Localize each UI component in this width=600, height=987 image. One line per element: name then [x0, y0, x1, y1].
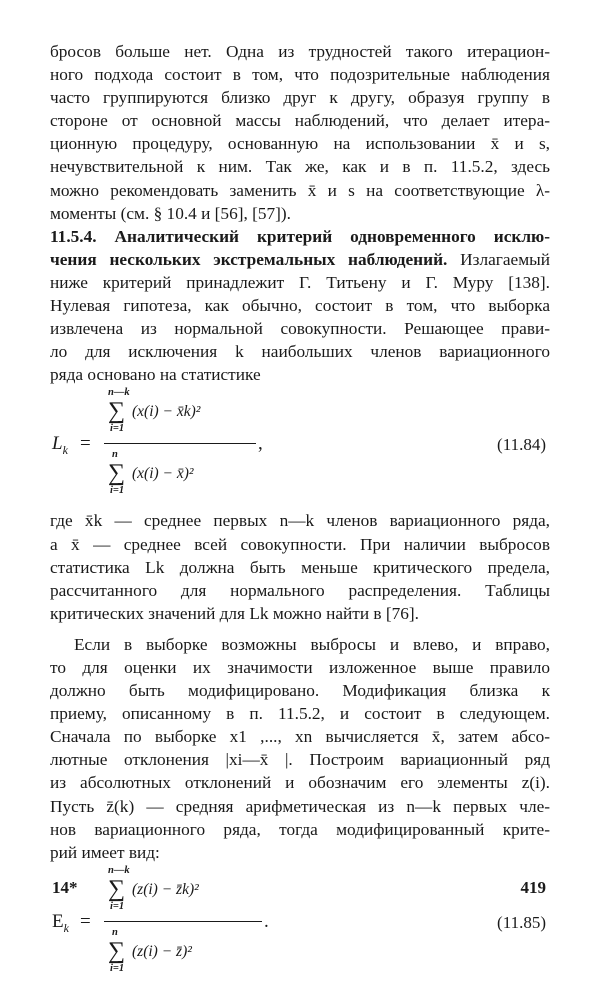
text-line: Сначала по выборке x1 ,..., xn вычисляется x̄, затем абсо- — [50, 727, 550, 747]
text-line: лютные отклонения |xi—x̄ |. Построим вариационный ряд — [50, 750, 550, 770]
sum-lower-limit: i=1 — [110, 900, 125, 912]
paragraph-definitions — [50, 509, 550, 624]
paragraph-modification — [50, 633, 550, 864]
sum-lower-limit: i=1 — [110, 962, 125, 974]
sum-upper-limit: n — [112, 449, 118, 461]
text-line: бросов больше нет. Одна из трудностей такого итерацион- — [50, 42, 550, 61]
denominator-term: (z(i) − z̄)² — [132, 942, 192, 960]
sum-lower-limit: i=1 — [110, 485, 125, 497]
equation-number: (11.84) — [497, 435, 546, 455]
text-line: где x̄k — среднее первых n—k членов вариационного ряда, — [50, 511, 550, 531]
text-line: нечувствительной к ним. Так же, как и в п. 11.5.2, здесь — [50, 157, 550, 177]
text-line: Пусть z̄(k) — средняя арифметическая из n—k первых чле- — [50, 796, 550, 816]
formula-lhs: $E_k$ — [52, 910, 69, 935]
page-number: 419 — [520, 878, 546, 897]
text-line: ряда основано на статистике — [50, 365, 261, 385]
text-line: моменты (см. § 10.4 и [56], [57]). — [50, 203, 291, 223]
section-heading: 11.5.4. Аналитический критерий одновременного исклю- — [50, 226, 550, 246]
text-line: ционную процедуру, основанную на использовании x̄ и s, — [50, 134, 550, 154]
text-line: ного подхода состоит в том, что подозрительные наблюдения — [50, 65, 550, 85]
text-line: приему, описанному в п. 11.5.2, и состоит в следующем. — [50, 704, 550, 724]
formula-trail: . — [264, 910, 269, 932]
text-line: из абсолютных отклонений и обозначим его элементы z(i). — [50, 773, 550, 793]
text-line — [50, 248, 550, 271]
section-11-5-4 — [50, 225, 550, 387]
text-line: можно рекомендовать заменить x̄ и s на соответствующие λ- — [50, 180, 550, 200]
denominator-term: (x(i) − x̄)² — [132, 465, 194, 483]
section-heading-cont: чения нескольких экстремальных наблюдений. — [50, 249, 448, 269]
text-line: часто группируются близко друг к другу, образуя группу в — [50, 88, 550, 108]
signature-mark: 14* — [52, 878, 78, 897]
sum-sign-icon: ∑ — [108, 937, 126, 964]
text-line: то для оценки их значимости изложенное выше правило — [50, 657, 550, 677]
paragraph-continuation — [50, 40, 550, 225]
text-line: ло для исключения k наибольших членов вариационного — [50, 342, 550, 362]
sum-sign-icon: ∑ — [108, 875, 126, 902]
equals-sign: = — [80, 433, 91, 455]
text-line: нов вариационного ряда, тогда модифицированный крите- — [50, 819, 550, 839]
sum-upper-limit: n—k — [108, 387, 130, 399]
equation-number: (11.85) — [497, 912, 546, 932]
numerator-term: (x(i) − x̄k)² — [132, 403, 201, 421]
sum-lower-limit: i=1 — [110, 423, 125, 435]
text-line: критических значений для Lk можно найти в [76]. — [50, 603, 420, 623]
sum-upper-limit: n — [112, 926, 118, 938]
text-line: статистика Lk должна быть меньше критического предела, — [50, 557, 550, 577]
section-text: Излагаемый — [447, 249, 550, 269]
text-line: ниже критерий принадлежит Г. Титьену и Г. Муру [138]. — [50, 272, 550, 292]
text-line: должно быть модифицировано. Модификация близка к — [50, 681, 550, 701]
formula-lhs: $L_k$ — [52, 433, 68, 458]
fraction-bar — [104, 921, 262, 922]
text-line: рассчитанного для нормального распределения. Таблицы — [50, 580, 550, 600]
text-line: извлечена из нормальной совокупности. Решающее прави- — [50, 319, 550, 339]
formula-trail: , — [258, 433, 263, 455]
numerator-term: (z(i) − z̄k)² — [132, 880, 199, 898]
sum-upper-limit: n—k — [108, 864, 130, 876]
page-footer — [50, 875, 550, 904]
sum-sign-icon: ∑ — [108, 398, 126, 425]
formula-11-84 — [50, 387, 550, 505]
text-line: а x̄ — среднее всей совокупности. При наличии выбросов — [50, 534, 550, 554]
sum-sign-icon: ∑ — [108, 460, 126, 487]
page-body — [50, 40, 550, 987]
fraction-bar — [104, 443, 256, 444]
text-line: стороне от основной массы наблюдений, что делает итера- — [50, 111, 550, 131]
text-line: Нулевая гипотеза, как обычно, состоит в том, что выборка — [50, 296, 550, 316]
equals-sign: = — [80, 910, 91, 932]
text-line: рий имеет вид: — [50, 842, 160, 862]
text-line: Если в выборке возможны выбросы и влево, и вправо, — [74, 634, 550, 654]
